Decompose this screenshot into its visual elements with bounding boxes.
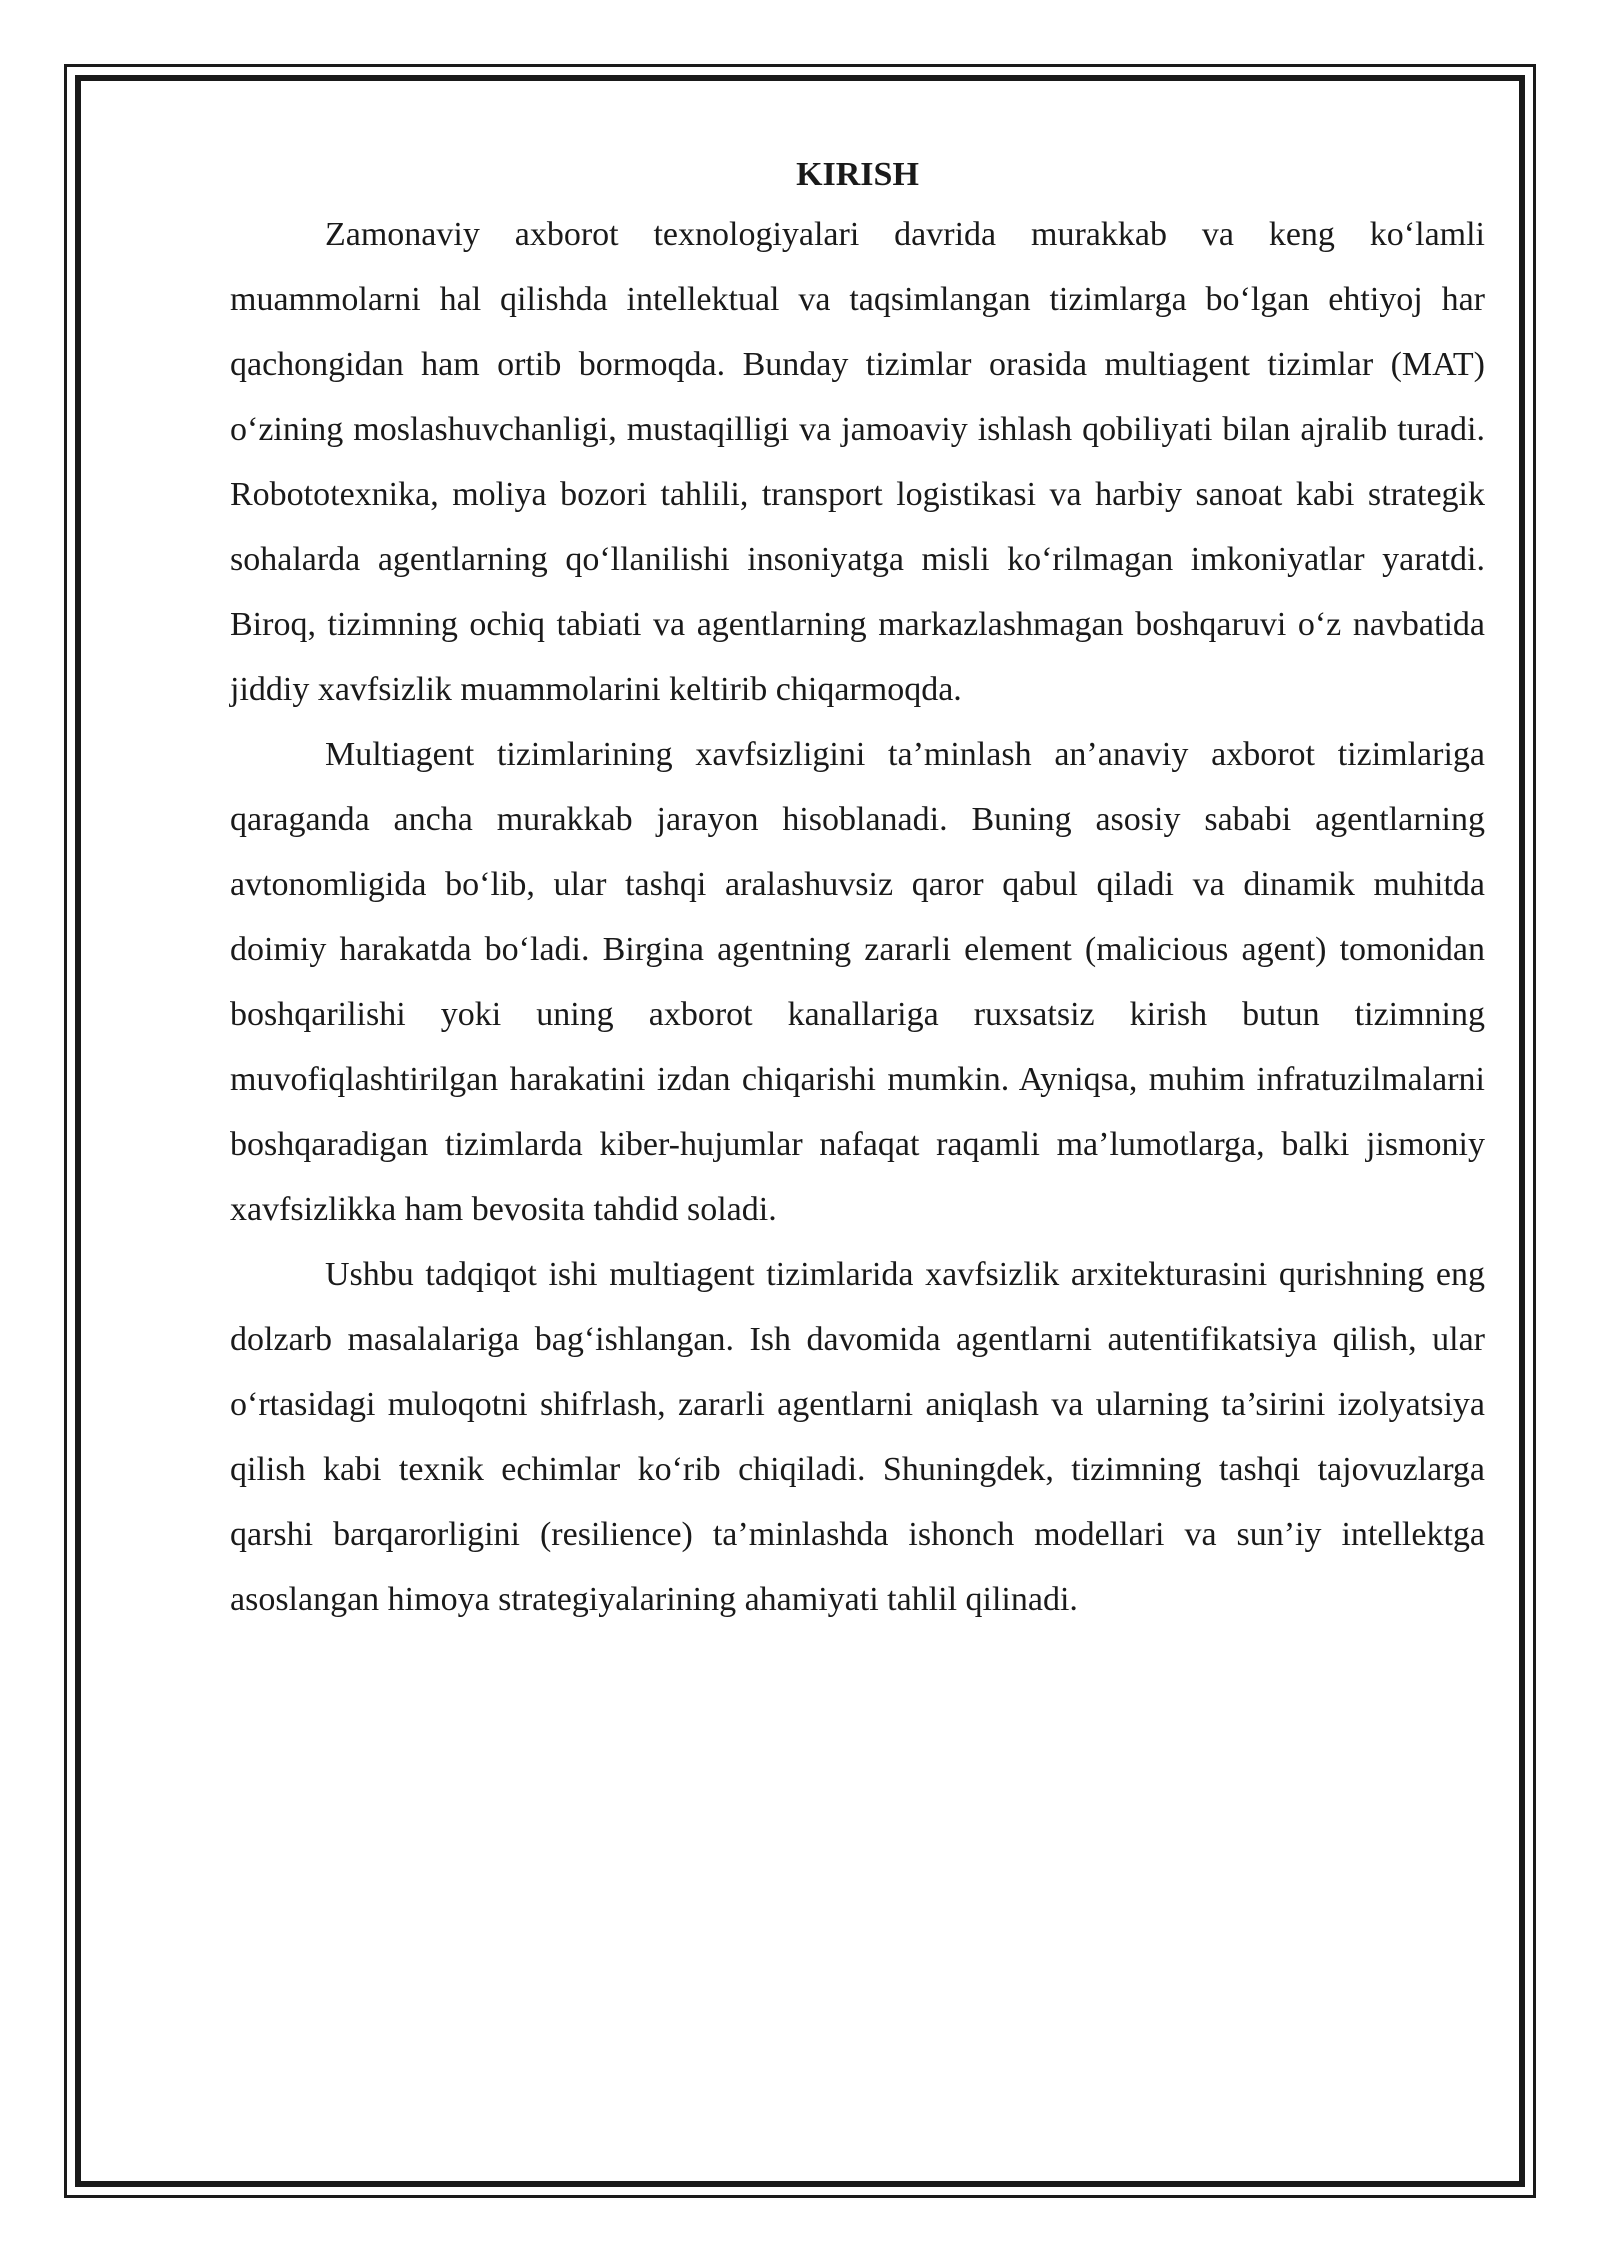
- document-body: [230, 148, 1485, 1632]
- paragraph-3: Ushbu tadqiqot ishi multiagent tizimlarida xavfsizlik arxitekturasini qurishning eng dolzarb masalalariga bag‘ishlangan. Ish davomida agentlarni autentifikatsiya qilish, ular o‘rtasidagi muloqotni shifrlash, zararli agentlarni aniqlash va ularning ta’sirini izolyatsiya qilish kabi texnik echimlar ko‘rib chiqiladi. Shuningdek, tizimning tashqi tajovuzlarga qarshi barqarorligini (resilience) ta’minlashda ishonch modellari va sun’iy intellektga asoslangan himoya strategiyalarining ahamiyati tahlil qilinadi.: [230, 1256, 1485, 1618]
- paragraph-1: Zamonaviy axborot texnologiyalari davrida murakkab va keng ko‘lamli muammolarni hal qilishda intellektual va taqsimlangan tizimlarga bo‘lgan ehtiyoj har qachongidan ham ortib bormoqda. Bunday tizimlar orasida multiagent tizimlar (MAT) o‘zining moslashuvchanligi, mustaqilligi va jamoaviy ishlash qobiliyati bilan ajralib turadi. Robototexnika, moliya bozori tahlili, transport logistikasi va harbiy sanoat kabi strategik sohalarda agentlarning qo‘llanilishi insoniyatga misli ko‘rilmagan imkoniyatlar yaratdi. Biroq, tizimning ochiq tabiati va agentlarning markazlashmagan boshqaruvi o‘z navbatida jiddiy xavfsizlik muammolarini keltirib chiqarmoqda.: [230, 216, 1485, 708]
- paragraph-2: Multiagent tizimlarining xavfsizligini ta’minlash an’anaviy axborot tizimlariga qaraganda ancha murakkab jarayon hisoblanadi. Buning asosiy sababi agentlarning avtonomligida bo‘lib, ular tashqi aralashuvsiz qaror qabul qiladi va dinamik muhitda doimiy harakatda bo‘ladi. Birgina agentning zararli element (malicious agent) tomonidan boshqarilishi yoki uning axborot kanallariga ruxsatsiz kirish butun tizimning muvofiqlashtirilgan harakatini izdan chiqarishi mumkin. Ayniqsa, muhim infratuzilmalarni boshqaradigan tizimlarda kiber-hujumlar nafaqat raqamli ma’lumotlarga, balki jismoniy xavfsizlikka ham bevosita tahdid soladi.: [230, 736, 1485, 1228]
- page-title: KIRISH: [796, 156, 919, 193]
